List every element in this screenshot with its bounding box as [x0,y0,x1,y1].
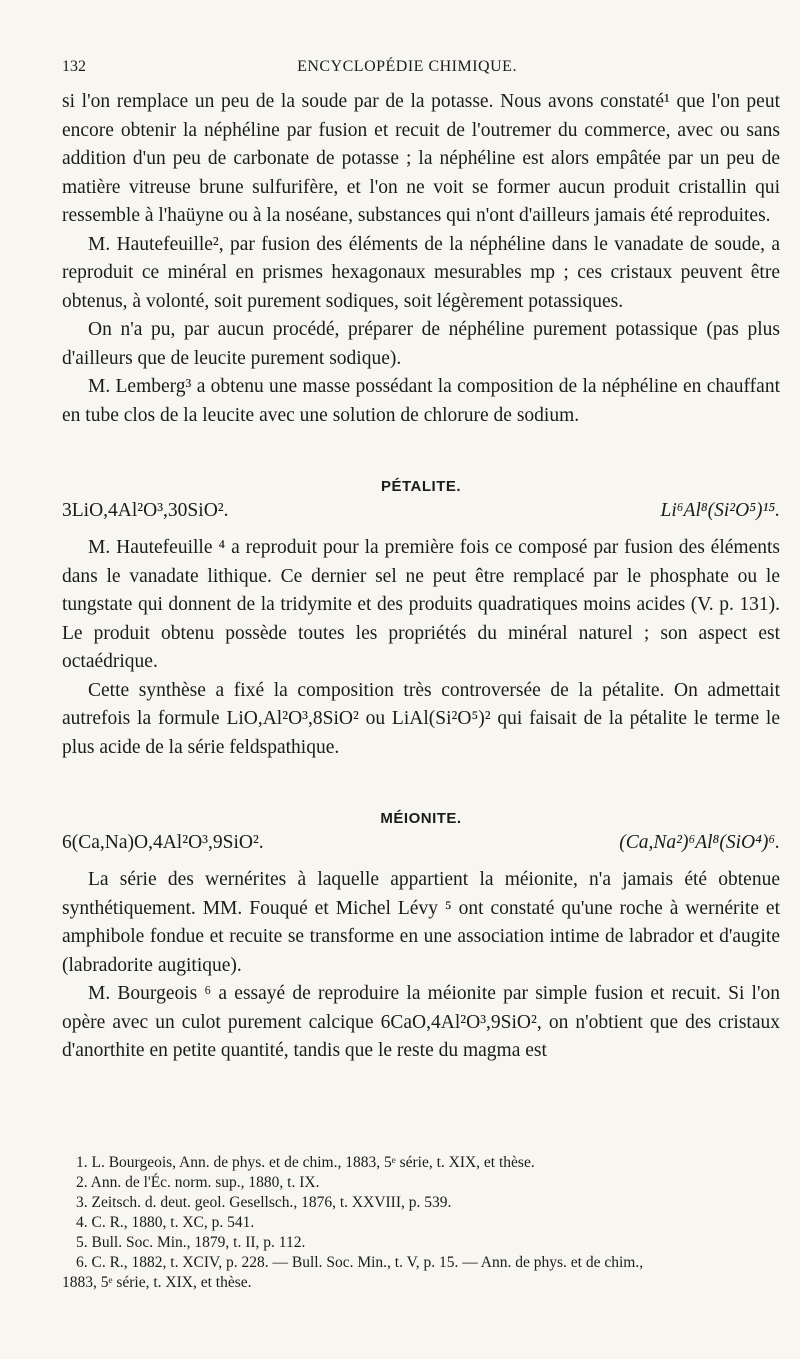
formula-line-petalite [62,498,780,524]
petalite-formula-right: Li⁶Al⁸(Si²O⁵)¹⁵. [660,500,780,521]
footnote-5: 5. Bull. Soc. Min., 1879, t. II, p. 112. [76,1234,306,1251]
footnote-6-continuation: 1883, 5ᵉ série, t. XIX, et thèse. [62,1274,252,1291]
footnote-6: 6. C. R., 1882, t. XCIV, p. 228. — Bull. Soc. Min., t. V, p. 15. — Ann. de phys. et de chim., [76,1254,644,1271]
section-heading-meionite: MÉIONITE. [380,810,462,827]
footnote-4: 4. C. R., 1880, t. XC, p. 541. [76,1214,255,1231]
body-text [62,88,780,1066]
formula-line-meionite [62,830,780,856]
petalite-paragraph-1: M. Hautefeuille ⁴ a reproduit pour la première fois ce composé par fusion des éléments dans le vanadate lithique. Ce dernier sel ne peut être remplacé par le phosphate ou le tungstate qui donnent de la tridymite et des produits quadratiques moins acides (V. p. 131). Le produit obtenu possède toutes les propriétés du minéral naturel ; son aspect est octaédrique. [62,537,780,672]
petalite-paragraph-2: Cette synthèse a fixé la composition très controversée de la pétalite. On admettait autrefois la formule LiO,Al²O³,8SiO² ou LiAl(Si²O⁵)² qui faisait de la pétalite le terme le plus acide de la série feldspathique. [62,679,780,758]
section-heading-petalite: PÉTALITE. [380,478,462,495]
intro-paragraph-2: M. Hautefeuille², par fusion des éléments de la néphéline dans le vanadate de soude, a reproduit ce minéral en prismes hexagonaux mesurables mp ; ces cristaux peuvent être obtenus, à volonté, soit purement sodiques, soit légèrement potassiques. [62,233,780,312]
meionite-formula-left: 6(Ca,Na)O,4Al²O³,9SiO². [62,832,264,853]
intro-paragraph-3: On n'a pu, par aucun procédé, préparer de néphéline purement potassique (pas plus d'ailleurs que de leucite purement sodique). [62,319,780,369]
meionite-formula-right: (Ca,Na²)⁶Al⁸(SiO⁴)⁶. [619,832,780,853]
intro-paragraph-4: M. Lemberg³ a obtenu une masse possédant la composition de la néphéline en chauffant en tube clos de la leucite avec une solution de chlorure de sodium. [62,376,780,426]
intro-paragraph-1: si l'on remplace un peu de la soude par de la potasse. Nous avons constaté¹ que l'on peut encore obtenir la néphéline par fusion et recuit de l'outremer du commerce, avec ou sans addition d'un peu de carbonate de potasse ; la néphéline est alors empâtée par un peu de matière vitreuse brune sulfurifère, et l'on ne voit se former aucun produit cristallin qui ressemble à l'haüyne ou à la noséane, substances qui n'ont d'ailleurs jamais été reproduites. [62,91,780,226]
meionite-paragraph-1: La série des wernérites à laquelle appartient la méionite, n'a jamais été obtenue synthétiquement. MM. Fouqué et Michel Lévy ⁵ ont constaté qu'une roche à wernérite et amphibole fondue et recuite se transforme en une association intime de labrador et d'augite (labradorite augitique). [62,869,780,976]
page-header [62,58,752,80]
petalite-formula-left: 3LiO,4Al²O³,30SiO². [62,500,229,521]
footnote-2: 2. Ann. de l'Éc. norm. sup., 1880, t. IX. [76,1174,320,1191]
meionite-paragraph-2: M. Bourgeois ⁶ a essayé de reproduire la méionite par simple fusion et recuit. Si l'on opère avec un culot purement calcique 6CaO,4Al²O³,9SiO², on n'obtient que des cristaux d'anorthite en petite quantité, tandis que le reste du magma est [62,983,780,1061]
running-title: ENCYCLOPÉDIE CHIMIQUE. [297,58,517,75]
footnote-1: 1. L. Bourgeois, Ann. de phys. et de chim., 1883, 5ᵉ série, t. XIX, et thèse. [76,1154,535,1171]
page-number: 132 [62,58,86,75]
footnotes [62,1153,762,1293]
footnote-3: 3. Zeitsch. d. deut. geol. Gesellsch., 1876, t. XXVIII, p. 539. [76,1194,452,1211]
